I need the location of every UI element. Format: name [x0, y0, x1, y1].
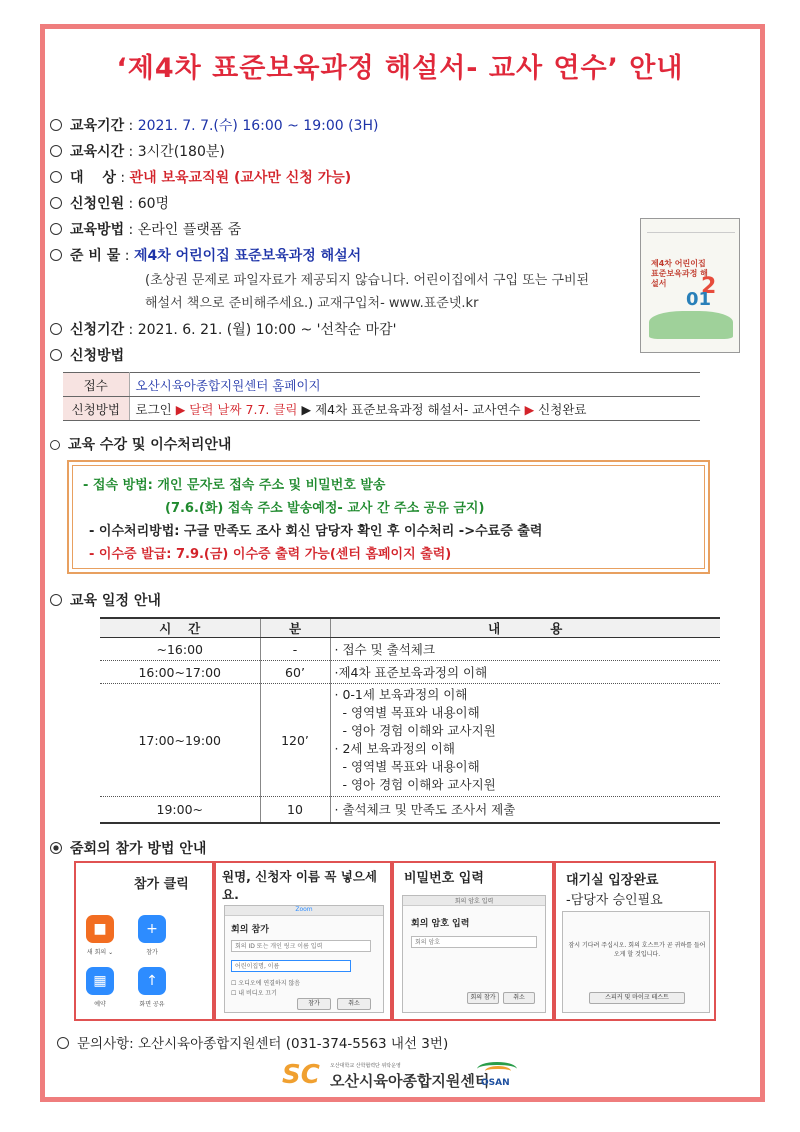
zoom-panel-waiting: [554, 861, 716, 1021]
bullet-dot-circle-icon: [50, 842, 62, 854]
share-screen-icon[interactable]: ↑: [138, 967, 166, 995]
content-line: · 0-1세 보육과정의 이해: [334, 687, 468, 702]
join-button[interactable]: 참가: [297, 998, 331, 1010]
method-label: 교육방법: [70, 222, 125, 238]
table-header-cell: 시 간: [100, 618, 260, 638]
info-target: 대 상 : 관내 보육교직원 (교사만 신청 가능): [50, 168, 351, 188]
arrow-icon: ▶: [524, 401, 535, 417]
table-header-cell: 분: [260, 618, 330, 638]
time-cell: ~16:00: [100, 638, 260, 661]
method-value: 온라인 플랫폼 줌: [137, 222, 242, 238]
table-row: [100, 661, 720, 684]
table-header-cell: 접수: [63, 373, 129, 397]
password-input[interactable]: 회의 암호: [411, 936, 537, 948]
min-cell: -: [260, 638, 330, 661]
content-line: - 영아 경험 이해와 교사지원: [342, 723, 496, 738]
prep-label: 준 비 물: [70, 248, 121, 264]
prep-note-2: 해설서 책으로 준비해주세요.) 교재구입처- www.표준넷.kr: [145, 296, 479, 311]
cancel-button[interactable]: 취소: [337, 998, 371, 1010]
bullet-circle-icon: [50, 249, 62, 261]
book-illustration: [649, 311, 733, 339]
completion-box: [67, 460, 710, 574]
info-prep: 준 비 물 : 제4차 어린이집 표준보육과정 해설서: [50, 246, 361, 266]
min-cell: 10: [260, 797, 330, 823]
time-cell: 17:00~19:00: [100, 684, 260, 797]
target-value: 관내 보육교직원 (교사만 신청 가능): [129, 170, 352, 186]
center-logo-mark: SC: [282, 1060, 320, 1090]
bullet-circle-icon: [50, 440, 60, 450]
table-row: [100, 797, 720, 823]
book-cover-image: [640, 218, 740, 353]
book-digit: 2: [701, 274, 717, 299]
info-count: 신청인원 : 60명: [50, 194, 169, 214]
meeting-id-input[interactable]: 회의 ID 또는 개인 링크 이름 입력: [231, 940, 371, 952]
apply-method-label: 신청방법: [70, 348, 125, 364]
page-title: ‘제4차 표준보육과정 해설서- 교사 연수’ 안내: [116, 53, 684, 84]
content-cell: · 접수 및 출석체크: [330, 638, 720, 661]
schedule-heading: 교육 일정 안내: [50, 590, 161, 610]
bullet-circle-icon: [50, 594, 62, 606]
panel-title: 원명, 신청자 이름 꼭 넣으세요.: [222, 869, 377, 902]
completion-heading: 교육 수강 및 이수처리안내: [50, 434, 231, 454]
completion-line: - 이수증 발급: 7.9.(금) 이수증 출력 가능(센터 홈페이지 출력): [89, 547, 452, 562]
info-apply-period: 신청기간 : 2021. 6. 21. (월) 10:00 ~ '선착순 마감': [50, 320, 396, 340]
book-digit: 01: [686, 289, 712, 310]
count-value: 60명: [137, 196, 170, 212]
osan-wave-icon: [485, 1066, 511, 1076]
table-header-row: [100, 618, 720, 638]
panel-title: 비밀번호 입력: [404, 871, 484, 886]
logo-name: 오산시육아종합지원센터: [330, 1072, 490, 1090]
prep-value: 제4차 어린이집 표준보육과정 해설서: [133, 248, 362, 264]
book-header: [647, 225, 735, 233]
bullet-circle-icon: [50, 197, 62, 209]
period-value: 2021. 7. 7.(수) 16:00 ~ 19:00 (3H): [137, 118, 379, 134]
table-row: [63, 373, 700, 397]
dialog-titlebar: Zoom: [225, 906, 383, 916]
step-done: 신청완료: [534, 401, 587, 417]
min-cell: 60’: [260, 661, 330, 684]
panel-title: 참가 클릭: [134, 877, 189, 892]
hours-value: 3시간(180분): [137, 144, 225, 160]
checkbox-video[interactable]: ☐ 내 비디오 끄기: [231, 990, 277, 997]
cancel-button[interactable]: 취소: [503, 992, 535, 1004]
bullet-circle-icon: [50, 119, 62, 131]
osan-city-logo: [477, 1062, 517, 1092]
zoom-dialog: [224, 905, 384, 1013]
speaker-mic-test-button[interactable]: 스피커 및 마이크 테스트: [589, 992, 685, 1004]
table-row: [100, 684, 720, 797]
bullet-circle-icon: [50, 323, 62, 335]
content-cell: · 출석체크 및 만족도 조사서 제출: [330, 797, 720, 823]
bullet-circle-icon: [50, 145, 62, 157]
info-apply-method: [50, 346, 124, 366]
panel-title: 대기실 입장완료: [566, 873, 659, 888]
completion-box-inner: [72, 465, 705, 569]
button-caption: 새 회의 ⌄: [86, 949, 114, 956]
name-input[interactable]: 어린이집명, 이름: [231, 960, 351, 972]
dialog-heading: 회의 암호 입력: [411, 919, 470, 929]
min-cell: 120’: [260, 684, 330, 797]
time-cell: 16:00~17:00: [100, 661, 260, 684]
content-line: - 영아 경험 이해와 교사지원: [342, 777, 496, 792]
info-method: 교육방법 : 온라인 플랫폼 줌: [50, 220, 241, 240]
content-cell: ·제4차 표준보육과정의 이해: [330, 661, 720, 684]
waiting-message: 잠시 기다려 주십시오. 회의 호스트가 곧 귀하를 들어오게 할 것입니다.: [568, 942, 706, 958]
logo-subtext: 오산대학교 산학협력단 위탁운영: [330, 1063, 401, 1069]
book-title: 제4차 어린이집 표준보육과정 해설서: [651, 259, 708, 288]
zoom-heading: 줌회의 참가 방법 안내: [50, 838, 206, 858]
panel-subtitle: -담당자 승인필요: [566, 893, 663, 908]
table-row: [63, 397, 700, 421]
completion-line: - 이수처리방법: 구글 만족도 조사 회신 담당자 확인 후 이수처리 ->수료증 출력: [89, 524, 543, 539]
button-caption: 예약: [94, 1001, 106, 1008]
hours-label: 교육시간: [70, 144, 125, 160]
checkbox-audio[interactable]: ☐ 오디오에 연결하지 않음: [231, 980, 301, 987]
content-line: · 2세 보육과정의 이해: [334, 741, 455, 756]
table-cell: 오산시육아종합지원센터 홈페이지: [129, 373, 700, 397]
bullet-circle-icon: [50, 223, 62, 235]
zoom-panel-password: [392, 861, 554, 1021]
bullet-circle-icon: [50, 349, 62, 361]
apply-period-value: 2021. 6. 21. (월) 10:00 ~ '선착순 마감': [137, 322, 397, 338]
button-caption: 참가: [146, 949, 158, 956]
info-hours: 교육시간 : 3시간(180분): [50, 142, 225, 162]
target-label: 대 상: [70, 170, 116, 186]
video-camera-icon[interactable]: ■: [86, 915, 114, 943]
completion-line: (7.6.(화) 접속 주소 발송예정- 교사 간 주소 공유 금지): [165, 501, 485, 516]
content-line: - 영역별 목표와 내용이해: [342, 705, 480, 720]
content-cell: [330, 684, 720, 797]
table-row: [100, 638, 720, 661]
schedule-table: [100, 617, 720, 824]
zoom-panel-name: [214, 861, 392, 1021]
table-header-cell: 신청방법: [63, 397, 129, 421]
calendar-icon[interactable]: ▦: [86, 967, 114, 995]
info-period: 교육기간 : 2021. 7. 7.(수) 16:00 ~ 19:00 (3H): [50, 116, 378, 136]
apply-table: [63, 372, 700, 421]
step-login: 로그인: [135, 401, 176, 417]
prep-note-1: (초상권 문제로 파일자료가 제공되지 않습니다. 어린이집에서 구입 또는 구비된: [145, 273, 590, 288]
table-header-cell: 내 용: [330, 618, 720, 638]
plus-icon[interactable]: +: [138, 915, 166, 943]
content-line: - 영역별 목표와 내용이해: [342, 759, 480, 774]
period-label: 교육기간: [70, 118, 125, 134]
waiting-room-dialog: [562, 911, 710, 1013]
table-cell: [129, 397, 700, 421]
contact-info: 문의사항: 오산시육아종합지원센터 (031-374-5563 내선 3번): [57, 1032, 448, 1052]
osan-text: OSAN: [481, 1078, 510, 1088]
button-caption: 화면 공유: [139, 1001, 165, 1008]
dialog-titlebar: 회의 암호 입력: [403, 896, 545, 906]
dialog-heading: 회의 참가: [231, 925, 269, 935]
join-meeting-button[interactable]: 회의 참가: [467, 992, 499, 1004]
apply-period-label: 신청기간: [70, 322, 125, 338]
bullet-circle-icon: [50, 171, 62, 183]
zoom-panel-join: [74, 861, 214, 1021]
zoom-dialog: [402, 895, 546, 1013]
count-label: 신청인원: [70, 196, 125, 212]
bullet-circle-icon: [57, 1037, 69, 1049]
step-calendar: ▶ 달력 날짜 7.7. 클릭: [175, 401, 302, 417]
completion-line: - 접속 방법: 개인 문자로 접속 주소 및 비밀번호 발송: [83, 478, 386, 493]
step-course: ▶ 제4차 표준보육과정 해설서- 교사연수: [301, 401, 525, 417]
time-cell: 19:00~: [100, 797, 260, 823]
